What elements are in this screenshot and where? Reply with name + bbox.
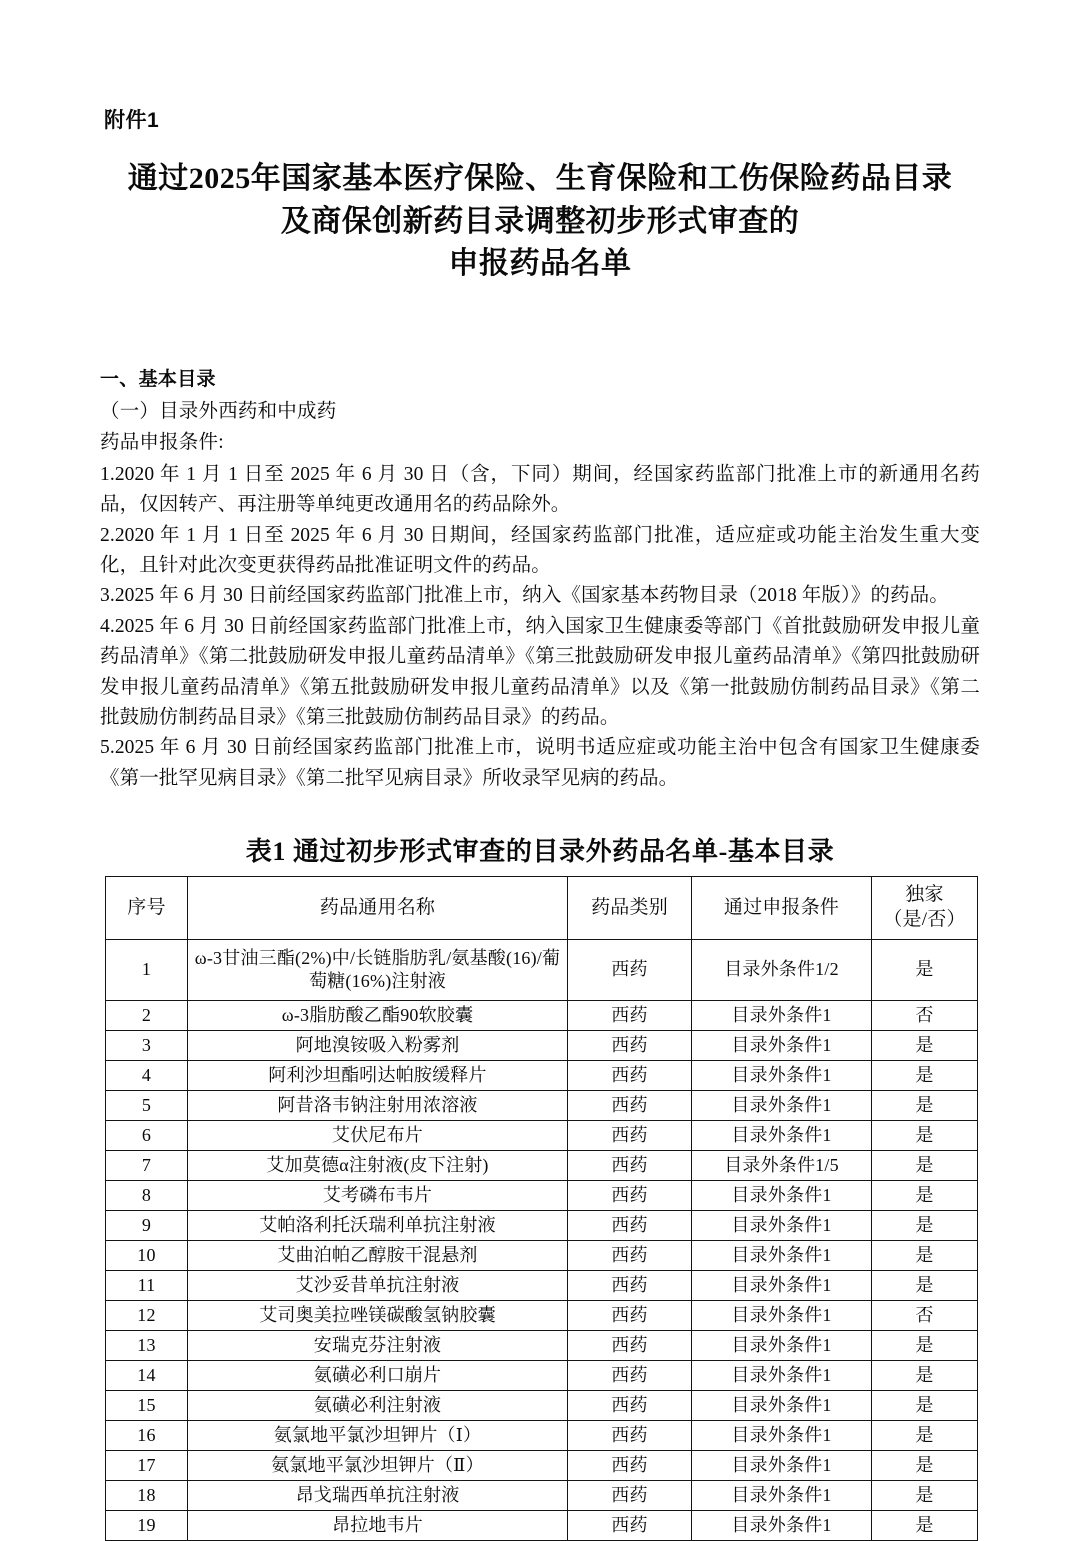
cell-drug-name: 艾沙妥昔单抗注射液 xyxy=(188,1271,568,1301)
table-row xyxy=(106,1151,978,1181)
cell-application-condition: 目录外条件1 xyxy=(692,1421,872,1451)
cell-exclusive-flag: 是 xyxy=(872,1451,978,1481)
column-header-name: 药品通用名称 xyxy=(188,877,568,940)
cell-application-condition: 目录外条件1 xyxy=(692,1361,872,1391)
cell-drug-category: 西药 xyxy=(568,1361,692,1391)
conditions-section xyxy=(100,366,980,794)
cell-drug-category: 西药 xyxy=(568,1451,692,1481)
cell-drug-category: 西药 xyxy=(568,1181,692,1211)
cell-application-condition: 目录外条件1 xyxy=(692,1121,872,1151)
cell-drug-name: 昂拉地韦片 xyxy=(188,1511,568,1541)
table-row xyxy=(106,1421,978,1451)
cell-drug-category: 西药 xyxy=(568,1481,692,1511)
cell-row-number: 19 xyxy=(106,1511,188,1541)
cell-drug-name: 艾曲泊帕乙醇胺干混悬剂 xyxy=(188,1241,568,1271)
table-caption: 表1 通过初步形式审查的目录外药品名单-基本目录 xyxy=(245,837,835,866)
page-title-line-1: 通过2025年国家基本医疗保险、生育保险和工伤保险药品目录 xyxy=(127,162,953,195)
cell-exclusive-flag: 是 xyxy=(872,1511,978,1541)
cell-application-condition: 目录外条件1 xyxy=(692,1271,872,1301)
table-row xyxy=(106,1211,978,1241)
column-header-no: 序号 xyxy=(106,877,188,940)
table-row xyxy=(106,1331,978,1361)
cell-row-number: 3 xyxy=(106,1031,188,1061)
table-row xyxy=(106,1241,978,1271)
condition-item-2: 2.2020 年 1 月 1 日至 2025 年 6 月 30 日期间，经国家药监部门批准，适应症或功能主治发生重大变化，且针对此次变更获得药品批准证明文件的药品。 xyxy=(100,524,980,576)
cell-exclusive-flag: 否 xyxy=(872,1001,978,1031)
cell-application-condition: 目录外条件1 xyxy=(692,1091,872,1121)
column-header-condition: 通过申报条件 xyxy=(692,877,872,940)
table-body xyxy=(106,940,978,1541)
cell-drug-category: 西药 xyxy=(568,1121,692,1151)
cell-exclusive-flag: 是 xyxy=(872,1271,978,1301)
cell-exclusive-flag: 是 xyxy=(872,1121,978,1151)
table-header xyxy=(106,877,978,940)
cell-row-number: 18 xyxy=(106,1481,188,1511)
cell-drug-name: 氨磺必利注射液 xyxy=(188,1391,568,1421)
table-row xyxy=(106,1061,978,1091)
cell-row-number: 14 xyxy=(106,1361,188,1391)
table-row xyxy=(106,1301,978,1331)
condition-item-5: 5.2025 年 6 月 30 日前经国家药监部门批准上市，说明书适应症或功能主治中包含有国家卫生健康委《第一批罕见病目录》《第二批罕见病目录》所收录罕见病的药品。 xyxy=(100,737,980,789)
cell-drug-name: 氨氯地平氯沙坦钾片（Ⅱ） xyxy=(188,1451,568,1481)
cell-drug-category: 西药 xyxy=(568,1331,692,1361)
cell-exclusive-flag: 是 xyxy=(872,1421,978,1451)
cell-drug-category: 西药 xyxy=(568,1511,692,1541)
cell-row-number: 13 xyxy=(106,1331,188,1361)
cell-drug-category: 西药 xyxy=(568,940,692,1001)
cell-drug-name: 艾司奥美拉唑镁碳酸氢钠胶囊 xyxy=(188,1301,568,1331)
cell-exclusive-flag: 是 xyxy=(872,1391,978,1421)
cell-application-condition: 目录外条件1 xyxy=(692,1511,872,1541)
page-title xyxy=(104,158,976,286)
cell-drug-category: 西药 xyxy=(568,1001,692,1031)
cell-drug-category: 西药 xyxy=(568,1301,692,1331)
cell-application-condition: 目录外条件1 xyxy=(692,1331,872,1361)
cell-drug-name: 艾考磷布韦片 xyxy=(188,1181,568,1211)
conditions-lead-line: 药品申报条件: xyxy=(100,432,224,454)
cell-exclusive-flag: 是 xyxy=(872,1091,978,1121)
cell-application-condition: 目录外条件1 xyxy=(692,1481,872,1511)
table-row xyxy=(106,1271,978,1301)
cell-exclusive-flag: 是 xyxy=(872,1061,978,1091)
column-header-exclusive-line2: （是/否） xyxy=(883,909,966,930)
cell-drug-category: 西药 xyxy=(568,1031,692,1061)
cell-application-condition: 目录外条件1 xyxy=(692,1451,872,1481)
table-header-row xyxy=(106,877,978,940)
cell-application-condition: 目录外条件1 xyxy=(692,1241,872,1271)
table-row xyxy=(106,1121,978,1151)
condition-item-1: 1.2020 年 1 月 1 日至 2025 年 6 月 30 日（含，下同）期间，经国家药监部门批准上市的新通用名药品，仅因转产、再注册等单纯更改通用名的药品除外。 xyxy=(100,463,980,516)
cell-drug-category: 西药 xyxy=(568,1391,692,1421)
cell-application-condition: 目录外条件1 xyxy=(692,1061,872,1091)
cell-row-number: 16 xyxy=(106,1421,188,1451)
cell-row-number: 10 xyxy=(106,1241,188,1271)
cell-application-condition: 目录外条件1/2 xyxy=(692,940,872,1001)
cell-application-condition: 目录外条件1 xyxy=(692,1001,872,1031)
cell-row-number: 4 xyxy=(106,1061,188,1091)
attachment-label: 附件1 xyxy=(104,109,160,132)
cell-exclusive-flag: 是 xyxy=(872,1031,978,1061)
cell-exclusive-flag: 是 xyxy=(872,1481,978,1511)
cell-drug-category: 西药 xyxy=(568,1241,692,1271)
cell-drug-name: ω-3甘油三酯(2%)中/长链脂肪乳/氨基酸(16)/葡萄糖(16%)注射液 xyxy=(188,940,568,1001)
cell-drug-category: 西药 xyxy=(568,1151,692,1181)
page-title-line-3: 申报药品名单 xyxy=(448,247,632,281)
cell-row-number: 6 xyxy=(106,1121,188,1151)
cell-drug-name: 艾伏尼布片 xyxy=(188,1121,568,1151)
cell-exclusive-flag: 是 xyxy=(872,1181,978,1211)
cell-application-condition: 目录外条件1 xyxy=(692,1301,872,1331)
cell-drug-category: 西药 xyxy=(568,1091,692,1121)
cell-drug-category: 西药 xyxy=(568,1061,692,1091)
cell-row-number: 11 xyxy=(106,1271,188,1301)
table-row xyxy=(106,1091,978,1121)
cell-row-number: 2 xyxy=(106,1001,188,1031)
cell-drug-name: 氨氯地平氯沙坦钾片（Ⅰ） xyxy=(188,1421,568,1451)
cell-row-number: 15 xyxy=(106,1391,188,1421)
section-heading: 一、基本目录 xyxy=(100,369,216,390)
cell-application-condition: 目录外条件1/5 xyxy=(692,1151,872,1181)
cell-exclusive-flag: 是 xyxy=(872,1241,978,1271)
condition-item-3: 3.2025 年 6 月 30 日前经国家药监部门批准上市，纳入《国家基本药物目录（2018 年版）》的药品。 xyxy=(100,585,949,607)
cell-row-number: 5 xyxy=(106,1091,188,1121)
cell-drug-name: 阿昔洛韦钠注射用浓溶液 xyxy=(188,1091,568,1121)
cell-drug-name: 昂戈瑞西单抗注射液 xyxy=(188,1481,568,1511)
cell-drug-name: ω-3脂肪酸乙酯90软胶囊 xyxy=(188,1001,568,1031)
cell-exclusive-flag: 是 xyxy=(872,940,978,1001)
drug-list-table xyxy=(105,876,978,1541)
cell-application-condition: 目录外条件1 xyxy=(692,1181,872,1211)
cell-drug-category: 西药 xyxy=(568,1421,692,1451)
cell-row-number: 9 xyxy=(106,1211,188,1241)
cell-row-number: 17 xyxy=(106,1451,188,1481)
cell-row-number: 12 xyxy=(106,1301,188,1331)
cell-drug-name: 艾帕洛利托沃瑞利单抗注射液 xyxy=(188,1211,568,1241)
cell-drug-name: 安瑞克芬注射液 xyxy=(188,1331,568,1361)
condition-item-4: 4.2025 年 6 月 30 日前经国家药监部门批准上市，纳入国家卫生健康委等部门《首批鼓励研发申报儿童药品清单》《第二批鼓励研发申报儿童药品清单》《第三批鼓励研发申报儿童药品清单》《第四批鼓励研发申报儿童药品清单》《第五批鼓励研发申报儿童药品清单》以及《第一批鼓励仿制药品目录》《第二批鼓励仿制药品目录》《第三批鼓励仿制药品目录》的药品。 xyxy=(100,615,980,728)
column-header-exclusive xyxy=(872,877,978,940)
cell-exclusive-flag: 否 xyxy=(872,1301,978,1331)
cell-row-number: 8 xyxy=(106,1181,188,1211)
section-sub-heading: （一）目录外西药和中成药 xyxy=(100,400,337,422)
table-row xyxy=(106,1031,978,1061)
table-row xyxy=(106,1001,978,1031)
table-row xyxy=(106,1181,978,1211)
cell-drug-name: 阿利沙坦酯吲达帕胺缓释片 xyxy=(188,1061,568,1091)
cell-exclusive-flag: 是 xyxy=(872,1211,978,1241)
cell-exclusive-flag: 是 xyxy=(872,1331,978,1361)
table-row xyxy=(106,1451,978,1481)
cell-application-condition: 目录外条件1 xyxy=(692,1391,872,1421)
table-row xyxy=(106,940,978,1001)
cell-application-condition: 目录外条件1 xyxy=(692,1211,872,1241)
table-row xyxy=(106,1391,978,1421)
cell-drug-name: 艾加莫德α注射液(皮下注射) xyxy=(188,1151,568,1181)
column-header-exclusive-line1: 独家 xyxy=(905,884,944,906)
cell-drug-name: 阿地溴铵吸入粉雾剂 xyxy=(188,1031,568,1061)
cell-row-number: 1 xyxy=(106,940,188,1001)
cell-application-condition: 目录外条件1 xyxy=(692,1031,872,1061)
cell-exclusive-flag: 是 xyxy=(872,1151,978,1181)
table-row xyxy=(106,1361,978,1391)
cell-drug-name: 氨磺必利口崩片 xyxy=(188,1361,568,1391)
cell-exclusive-flag: 是 xyxy=(872,1361,978,1391)
page-title-line-2: 及商保创新药目录调整初步形式审查的 xyxy=(280,204,800,238)
table-row xyxy=(106,1481,978,1511)
cell-row-number: 7 xyxy=(106,1151,188,1181)
cell-drug-category: 西药 xyxy=(568,1211,692,1241)
table-row xyxy=(106,1511,978,1541)
column-header-category: 药品类别 xyxy=(568,877,692,940)
cell-drug-category: 西药 xyxy=(568,1271,692,1301)
